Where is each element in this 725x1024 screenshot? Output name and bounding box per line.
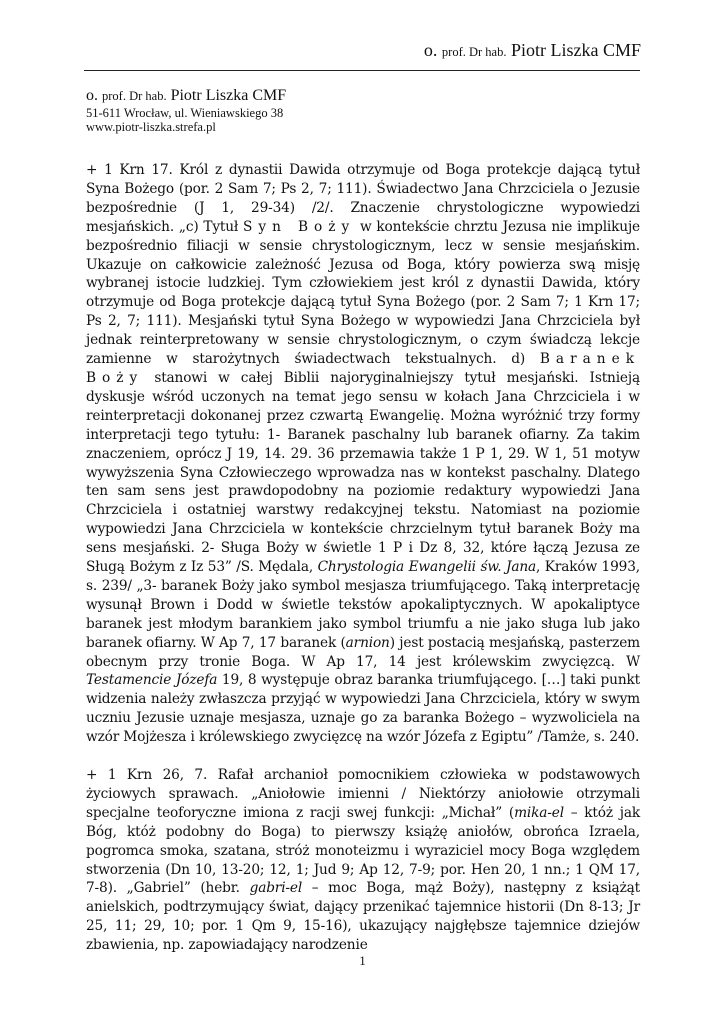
paragraph (86, 161, 640, 747)
text-run: , Kraków 1993, s. 239/ „3- baranek Boży jako symbol mesjasza triumfującego. Taką interpretację wysunął Brown i Dodd w świetle tekstów apokaliptycznych. W apokaliptyce baranek jest młodym barankiem jako symbol triumfu a nie jako sługa lub jako baranek ofiarny. W Ap 7, 17 baranek ( (86, 559, 640, 651)
body-text (86, 161, 640, 955)
text-run: + 1 Krn 26, 7. Rafał archanioł pomocnikiem człowieka w podstawowych życiowych sprawach. „Aniołowie imienni / Niektórzy aniołowie otrzymali specjalne teoforyczne imiona z racji swej funkcji: „Michał” ( (86, 766, 640, 821)
italic-text: gabri-el (249, 880, 303, 897)
text-run: stanowi w całej Biblii najoryginalniejszy tytuł mesjański. Istnieją dyskusje wśród uczonych na temat jego sensu w kołach Jana Chrzciciela i w reinterpretacji dokonanej przez czwartą Ewangelię. Można wyróżnić trzy formy interpretacji tego tytułu: 1- Baranek paschalny lub baranek ofiarny. Za takim znaczeniem, oprócz J 19, 14. 29. 36 przemawia także 1 P 1, 29. W 1, 51 motyw wywyższenia Syna Człowieczego wprowadza nas w kontekst paschalny. Dlatego ten sam sens jest prawdopodobny na poziomie redaktury wypowiedzi Jana Chrzciciela i ostatniej warstwy redakcyjnej tekstu. Natomiast na poziomie wypowiedzi Jana Chrzciciela w kontekście chrzcielnym tytuł baranek Boży ma sens mesjański. 2- Sługa Boży w świetle 1 P i Dz 8, 32, które łączą Jezusa ze Sługą Bożym z Iz 53” /S. Mędala, (86, 369, 640, 576)
author-block (86, 86, 286, 134)
page-number: 1 (359, 953, 366, 968)
author-address: 51-611 Wrocław, ul. Wieniawskiego 38 (86, 106, 284, 120)
text-run: + 1 Krn 17. Król z dynastii Dawida otrzymuje od Boga protekcje dającą tytuł Syna Bożego (por. 2 Sam 7; Ps 2, 7; 111). Świadectwo Jana Chrzciciela o Jezusie bezpośrednie (J 1, 29-34) /2/. Znaczenie chrystologiczne wypowiedzi mesjańskich. „c) Tytuł (86, 162, 640, 235)
header-title: prof. Dr hab. (441, 45, 507, 59)
header-name: Piotr Liszka CMF (506, 40, 641, 60)
italic-text: mika-el (514, 804, 564, 821)
italic-text: Testamencie Józefa (86, 672, 218, 689)
text-run: – moc Boga, mąż Boży), następny z książąt anielskich, podtrzymujący świat, dający przenikać tajemnice historii (Dn 8-13; Jr 25, 11; 29, 10; por. 1 Qm 9, 15-16), ukazujący najgłębsze tajemnice dziejów zbawienia, np. zapowiadający narodzenie (86, 880, 640, 954)
text-run: 19, 8 występuje obraz baranka triumfującego. […] taki punkt widzenia należy zwłaszcza przyjąć w wypowiedzi Jana Chrzciciela, który w swym uczniu Jezusie uznaje mesjasza, uznaje go za baranka Bożego – wyzwoliciela na wzór Mojżesza i królewskiego zwycięzcę na wzór Józefa z Egiptu” /Tamże, s. 240. (86, 672, 640, 746)
text-run: – któż jak Bóg, któż podobny do Boga) to pierwszy książę aniołów, obrońca Izraela, pogromca smoka, szatana, stróż monoteizmu i wyraziciel mocy Boga względem stworzenia (Dn 10, 13-20; 12, 1; Jud 9; Ap 12, 7-9; por. Hen 20, 1 nn.; 1 QM 17, 7-8). „Gabriel” (hebr. (86, 804, 640, 897)
author-website: www.piotr-liszka.strefa.pl (86, 120, 216, 134)
spaced-term: Baranek Boży (86, 351, 640, 386)
running-header (424, 40, 641, 61)
header-divider (84, 70, 640, 71)
header-prefix: o. (423, 40, 442, 60)
italic-text: Chrystologia Ewangelii św. Jana (317, 559, 537, 576)
author-name-line (86, 86, 286, 106)
author-title: prof. Dr hab. (102, 89, 167, 103)
paragraph (86, 766, 640, 955)
italic-text: arnion (345, 634, 390, 651)
text-run: w kontekście chrztu Jezusa nie implikuje bezpośrednio filiacji w sensie chrystologicznym, lecz w sensie mesjańskim. Ukazuje on całkowicie zależność Jezusa od Boga, który powierza swą misję wybranej istocie ludzkiej. Tym człowiekiem jest król z dynastii Dawida, który otrzymuje od Boga protekcje dającą tytuł Syna Bożego (por. 2 Sam 7; 1 Krn 17; Ps 2, 7; 111). Mesjański tytuł Syna Bożego w wypowiedzi Jana Chrzciciela był jednak reinterpretowany w sensie chrystologicznym, o czym świadczą lekcje zamienne w starożytnych świadectwach tekstualnych. d) (86, 218, 640, 368)
author-prefix: o. (86, 87, 102, 104)
spaced-term: Syn Boży (243, 218, 356, 235)
author-name: Piotr Liszka CMF (166, 87, 287, 104)
text-run: ) jest postacią mesjańską, pasterzem obecnym przy tronie Boga. W Ap 17, 14 jest królewskim zwycięzcą. W (86, 634, 640, 670)
